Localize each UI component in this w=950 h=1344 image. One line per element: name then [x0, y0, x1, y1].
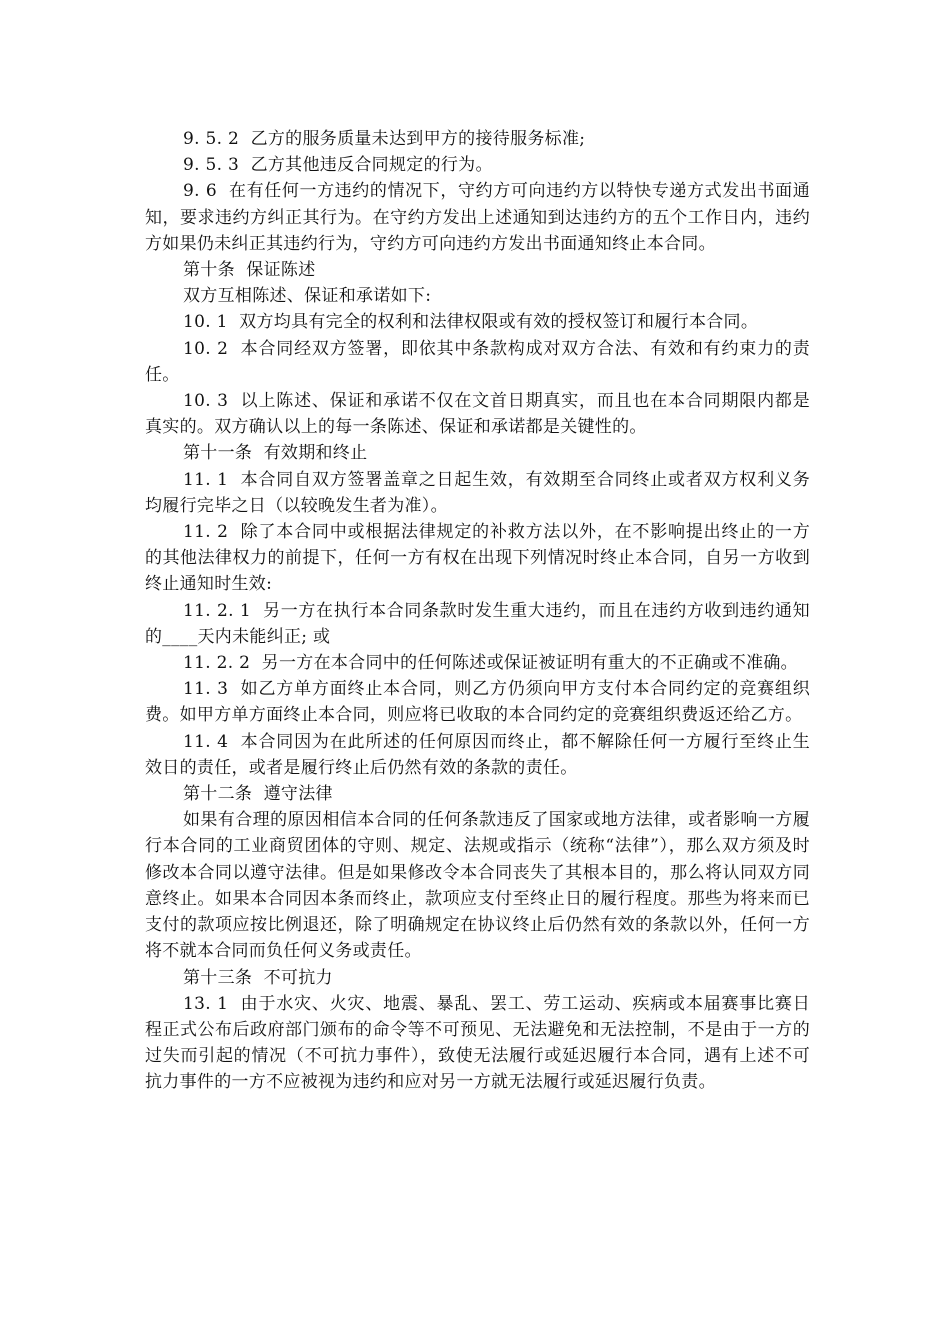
article-12-heading: 第十二条 遵守法律	[183, 784, 333, 805]
clause-11-2-2: 11. 2. 2 另一方在本合同中的任何陈述或保证被证明有重大的不正确或不准确。	[183, 653, 798, 674]
clause-10-1: 10. 1 双方均具有完全的权利和法律权限或有效的授权签订和履行本合同。	[183, 312, 759, 333]
article-11-heading: 第十一条 有效期和终止	[183, 443, 368, 464]
clause-11-4: 11. 4 本合同因为在此所述的任何原因而终止，都不解除任何一方履行至终止生效日的责任，或者是履行终止后仍然有效的条款的责任。	[145, 731, 810, 778]
clause-11-1: 11. 1 本合同自双方签署盖章之日起生效，有效期至合同终止或者双方权利义务均履行完毕之日（以较晚发生者为准）。	[145, 469, 810, 516]
document-body	[145, 126, 810, 1096]
article-13-heading: 第十三条 不可抗力	[183, 967, 333, 988]
article-12-body: 如果有合理的原因相信本合同的任何条款违反了国家或地方法律，或者影响一方履行本合同的工业商贸团体的守则、规定、法规或指示（统称“法律”），那么双方须及时修改本合同以遵守法律。但是如果修改令本合同丧失了其根本目的，那么将认同双方同意终止。如果本合同因本条而终止，款项应支付至终止日的履行程度。那些为将来而已支付的款项应按比例退还，除了明确规定在协议终止后仍然有效的条款以外，任何一方将不就本合同而负任何义务或责任。	[145, 810, 810, 962]
clause-9-5-2: 9. 5. 2 乙方的服务质量未达到甲方的接待服务标准;	[183, 129, 586, 149]
clause-11-2: 11. 2 除了本合同中或根据法律规定的补救方法以外，在不影响提出终止的一方的其他法律权力的前提下，任何一方有权在出现下列情况时终止本合同，自另一方收到终止通知时生效:	[145, 522, 810, 595]
clause-11-2-1: 11. 2. 1 另一方在执行本合同条款时发生重大违约，而且在违约方收到违约通知的____天内未能纠正; 或	[145, 600, 810, 647]
clause-10-3: 10. 3 以上陈述、保证和承诺不仅在文首日期真实，而且也在本合同期限内都是真实的。双方确认以上的每一条陈述、保证和承诺都是关键性的。	[145, 391, 810, 438]
clause-11-3: 11. 3 如乙方单方面终止本合同，则乙方仍须向甲方支付本合同约定的竞赛组织费。如甲方单方面终止本合同，则应将已收取的本合同约定的竞赛组织费返还给乙方。	[145, 679, 810, 726]
clause-13-1: 13. 1 由于水灾、火灾、地震、暴乱、罢工、劳工运动、疾病或本届赛事比赛日程正式公布后政府部门颁布的命令等不可预见、无法避免和无法控制，不是由于一方的过失而引起的情况（不可抗力事件），致使无法履行或延迟履行本合同，遇有上述不可抗力事件的一方不应被视为违约和应对另一方就无法履行或延迟履行负责。	[145, 993, 810, 1093]
article-10-heading: 第十条 保证陈述	[183, 260, 316, 281]
clause-9-5-3: 9. 5. 3 乙方其他违反合同规定的行为。	[183, 155, 493, 176]
article-10-intro: 双方互相陈述、保证和承诺如下:	[183, 286, 432, 307]
clause-9-6: 9. 6 在有任何一方违约的情况下，守约方可向违约方以特快专递方式发出书面通知，要求违约方纠正其行为。在守约方发出上述通知到达违约方的五个工作日内，违约方如果仍未纠正其违约行为，守约方可向违约方发出书面通知终止本合同。	[145, 181, 810, 254]
clause-10-2: 10. 2 本合同经双方签署，即依其中条款构成对双方合法、有效和有约束力的责任。	[145, 338, 810, 385]
